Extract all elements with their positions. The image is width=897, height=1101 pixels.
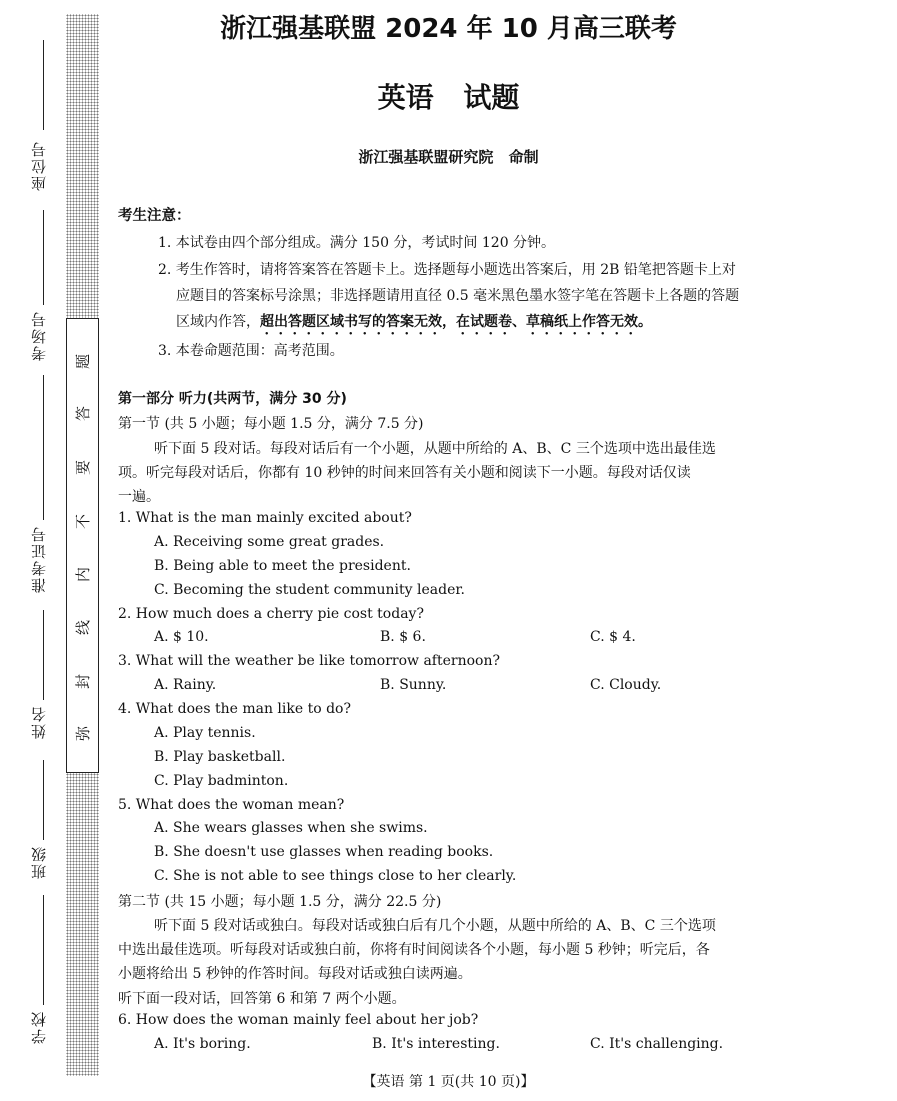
admission-ticket-label: 准考证号 <box>30 525 48 593</box>
maker-line: 浙江强基联盟研究院 命制 <box>358 148 539 166</box>
option-c: C. Becoming the student community leader. <box>154 582 465 598</box>
seal-char: 封 <box>74 674 92 690</box>
seal-char: 内 <box>74 567 92 583</box>
option-a: A. Receiving some great grades. <box>154 534 385 550</box>
question-4: 4. What does the man like to do? <box>118 701 351 717</box>
binding-line <box>43 210 44 305</box>
option-a: A. $ 10. <box>154 629 209 645</box>
seat-number-label: 座位号 <box>30 140 48 191</box>
section1-directions: 项。听完每段对话后，你都有 10 秒钟的时间来回答有关小题和阅读下一小题。每段对话仅读 <box>118 465 691 481</box>
option-a: A. She wears glasses when she swims. <box>154 820 428 836</box>
seal-char: 线 <box>74 620 92 636</box>
section2-directions: 小题将给出 5 秒钟的作答时间。每段对话或独白读两遍。 <box>118 966 472 982</box>
notice-item-1: 1. 本试卷由四个部分组成。满分 150 分，考试时间 120 分钟。 <box>158 235 556 251</box>
option-b: B. $ 6. <box>380 629 426 645</box>
section1-directions: 听下面 5 段对话。每段对话后有一个小题，从题中所给的 A、B、C 三个选项中选出最佳选 <box>154 441 716 457</box>
exam-room-label: 考场号 <box>30 310 48 361</box>
seal-char: 答 <box>74 406 92 422</box>
option-c: C. She is not able to see things close to her clearly. <box>154 868 517 884</box>
option-b: B. Being able to meet the president. <box>154 558 411 574</box>
option-a: A. It's boring. <box>154 1036 251 1052</box>
seal-char: 题 <box>74 354 92 370</box>
question-6: 6. How does the woman mainly feel about her job? <box>118 1012 479 1028</box>
notice-heading: 考生注意： <box>118 208 191 224</box>
question-2: 2. How much does a cherry pie cost today? <box>118 606 424 622</box>
binding-line <box>43 375 44 520</box>
notice-emphasis-text: 超出答题区域书写的答案无效，在试题卷、草稿纸上作答无效。 <box>260 314 652 330</box>
question-5: 5. What does the woman mean? <box>118 797 345 813</box>
name-label: 姓名 <box>30 705 48 739</box>
option-c: C. Cloudy. <box>590 677 662 693</box>
section2-directions: 听下面一段对话，回答第 6 和第 7 两个小题。 <box>118 991 406 1007</box>
section1-heading: 第一节 (共 5 小题；每小题 1.5 分，满分 7.5 分) <box>118 416 424 432</box>
section2-heading: 第二节 (共 15 小题；每小题 1.5 分，满分 22.5 分) <box>118 894 442 910</box>
school-label: 学校 <box>30 1010 48 1044</box>
seal-line-box <box>66 318 99 773</box>
seal-char: 要 <box>74 460 92 476</box>
seal-char: 弥 <box>74 726 92 742</box>
part1-heading: 第一部分 听力(共两节，满分 30 分) <box>118 391 347 407</box>
binding-line <box>43 610 44 700</box>
option-a: A. Rainy. <box>154 677 217 693</box>
exam-title: 浙江强基联盟 2024 年 10 月高三联考 <box>220 14 677 44</box>
option-c: C. Play badminton. <box>154 773 289 789</box>
option-c: C. It's challenging. <box>590 1036 724 1052</box>
notice-item-3: 3. 本卷命题范围：高考范围。 <box>158 343 344 359</box>
option-a: A. Play tennis. <box>154 725 256 741</box>
section2-directions: 中选出最佳选项。听每段对话或独白前，你将有时间阅读各个小题，每小题 5 秒钟；听完后，各 <box>118 942 710 958</box>
class-label: 班级 <box>30 845 48 879</box>
option-b: B. She doesn't use glasses when reading books. <box>154 844 494 860</box>
option-c: C. $ 4. <box>590 629 636 645</box>
option-b: B. It's interesting. <box>372 1036 500 1052</box>
notice-item-2-cont <box>176 311 652 338</box>
notice-item-2: 2. 考生作答时，请将答案答在答题卡上。选择题每小题选出答案后，用 2B 铅笔把答题卡上对 <box>158 262 736 278</box>
notice-item-2-cont: 应题目的答案标号涂黑；非选择题请用直径 0.5 毫米黑色墨水签字笔在答题卡上各题的答题 <box>176 288 740 304</box>
subject-title: 英语 试题 <box>377 81 520 114</box>
notice-plain-text: 区域内作答， <box>176 314 260 330</box>
question-1: 1. What is the man mainly excited about? <box>118 510 412 526</box>
seal-char: 不 <box>74 514 92 530</box>
section2-directions: 听下面 5 段对话或独白。每段对话或独白后有几个小题，从题中所给的 A、B、C 三个选项 <box>154 918 716 934</box>
question-3: 3. What will the weather be like tomorrow afternoon? <box>118 653 500 669</box>
section1-directions: 一遍。 <box>118 489 160 505</box>
option-b: B. Sunny. <box>380 677 447 693</box>
binding-line <box>43 760 44 840</box>
page-footer: 【英语 第 1 页(共 10 页)】 <box>362 1074 535 1090</box>
option-b: B. Play basketball. <box>154 749 286 765</box>
binding-line <box>43 895 44 1005</box>
